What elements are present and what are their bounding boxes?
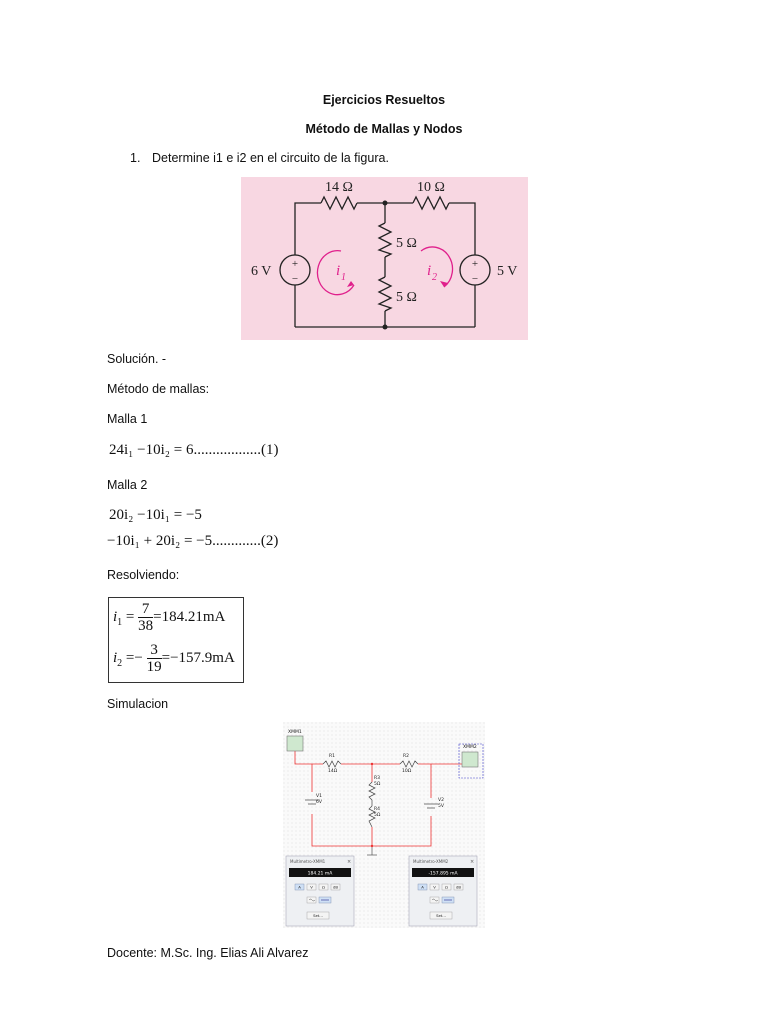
- multimeter-2-btn-db: dB: [455, 884, 462, 890]
- result2-fraction: [147, 642, 162, 675]
- minus-6v: −: [291, 273, 299, 285]
- sim-xmm2: [462, 752, 478, 767]
- multimeter-2-set-button: Set...: [436, 913, 446, 918]
- multimeter-1-btn-v: V: [310, 884, 313, 890]
- result1-fraction: [138, 601, 153, 634]
- problem-statement: Determine i1 e i2 en el circuito de la figura.: [152, 151, 389, 165]
- node-top: [383, 201, 388, 206]
- multimeter-2-close-icon: ×: [470, 859, 475, 865]
- multimeter-1-set-button: Set...: [313, 913, 323, 918]
- result-i1: $i_1$ = $\frac{7}{38}$ =184.21mA: [113, 601, 226, 634]
- plus-6v: +: [291, 258, 299, 270]
- label-i1-sub: 1: [341, 272, 346, 283]
- sim-label-r1-val: 14Ω: [328, 769, 338, 774]
- sim-label-r4: R4: [374, 807, 380, 812]
- result-i2: $i_2$ =− $\frac{3}{19}$ =−157.9mA: [113, 642, 235, 675]
- sim-label-v1: V1: [316, 794, 322, 799]
- teacher-credit: Docente: M.Sc. Ing. Elias Ali Alvarez: [107, 946, 309, 960]
- result2-sign: −: [134, 649, 143, 666]
- result1-value: =184.21mA: [153, 608, 226, 625]
- minus-5v: −: [471, 273, 479, 285]
- multimeter-1-btn-ohm: Ω: [322, 884, 325, 890]
- label-i2: i: [427, 263, 432, 279]
- sim-label-v1-val: 6V: [316, 800, 322, 805]
- method-heading: Método de mallas:: [107, 382, 210, 396]
- result1-var: i: [113, 608, 118, 625]
- solving-label: Resolviendo:: [107, 568, 180, 582]
- label-i1: i: [336, 263, 341, 279]
- sim-label-xmm2: XMM2: [463, 745, 477, 750]
- circuit-diagram: [241, 177, 528, 340]
- multimeter-2-btn-ohm: Ω: [445, 884, 448, 890]
- document-subtitle: Método de Mallas y Nodos: [305, 122, 463, 136]
- sim-label-xmm1: XMM1: [288, 730, 302, 735]
- multimeter-1-close-icon: ×: [347, 859, 352, 865]
- simulation-label: Simulacion: [107, 697, 169, 711]
- sim-label-r3-val: 5Ω: [374, 782, 381, 787]
- sim-label-r3: R3: [374, 776, 380, 781]
- plus-5v: +: [471, 258, 479, 270]
- multimeter-1-btn-db: dB: [332, 884, 339, 890]
- multimeter-2-reading: -157.895 mA: [428, 871, 458, 877]
- equation-2b: −10i₁ + 20i₂ = −5.............(2): [107, 533, 279, 549]
- label-i2-sub: 2: [432, 272, 437, 283]
- multimeter-1-window: [286, 856, 354, 926]
- equation-2a: 20i₂ −10i₁ = −5: [109, 507, 202, 523]
- result-box: [108, 597, 244, 683]
- multimeter-1-reading: 184.21 mA: [307, 871, 333, 877]
- simulation-screenshot: [283, 722, 485, 928]
- multimeter-1-btn-a: A: [298, 884, 301, 890]
- multimeter-2-title: Multímetro-XMM2: [413, 859, 449, 864]
- label-6v: 6 V: [251, 264, 272, 279]
- result2-numerator: 3: [147, 642, 162, 659]
- node-bottom: [383, 325, 388, 330]
- label-r5-bottom: 5 Ω: [396, 290, 417, 305]
- sim-label-v2: V2: [438, 798, 444, 803]
- label-r10: 10 Ω: [417, 180, 445, 195]
- problem-number: 1.: [130, 151, 141, 165]
- label-5v: 5 V: [497, 264, 518, 279]
- multimeter-2-window: [409, 856, 477, 926]
- sim-label-r2: R2: [403, 754, 409, 759]
- mesh2-label: Malla 2: [107, 478, 148, 492]
- result1-numerator: 7: [138, 601, 153, 618]
- solution-heading: Solución. -: [107, 352, 167, 366]
- result2-value: =−157.9mA: [161, 649, 235, 666]
- result2-var: i: [113, 649, 118, 666]
- sim-label-v2-val: 5V: [438, 804, 444, 809]
- sim-label-r4-val: 5Ω: [374, 813, 381, 818]
- label-r14: 14 Ω: [325, 180, 353, 195]
- multimeter-2-btn-v: V: [433, 884, 436, 890]
- equation-1: 24i₁ −10i₂ = 6..................(1): [109, 442, 279, 458]
- mesh1-label: Malla 1: [107, 412, 148, 426]
- sim-label-r1: R1: [329, 754, 335, 759]
- document-title: Ejercicios Resueltos: [322, 93, 446, 107]
- multimeter-1-title: Multímetro-XMM1: [290, 859, 326, 864]
- label-r5-top: 5 Ω: [396, 236, 417, 251]
- multimeter-2-btn-a: A: [421, 884, 424, 890]
- result1-denominator: 38: [138, 618, 154, 634]
- result2-denominator: 19: [146, 659, 162, 675]
- sim-label-r2-val: 10Ω: [402, 769, 412, 774]
- sim-xmm1: [287, 736, 303, 751]
